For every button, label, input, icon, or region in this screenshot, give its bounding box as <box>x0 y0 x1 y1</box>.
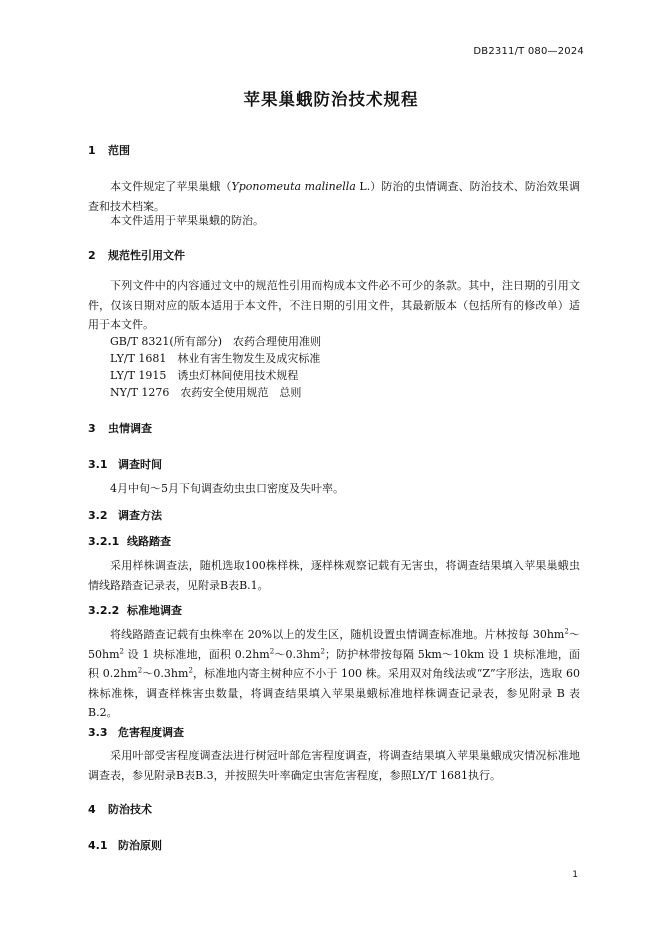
reference-name: 农药安全使用规范 总则 <box>180 386 302 399</box>
heading-3-2-2 <box>88 602 182 618</box>
superscript: 2 <box>320 646 325 655</box>
paragraph-scope-applicability: 本文件适用于苹果巢蛾的防治。 <box>110 214 264 227</box>
text: ，标准地内寄主树种应不小于 100 株。采用双对角线法或“Z”字形法，选取 60 株标准株，调查样株害虫数量，将调查结果填入苹果巢蛾标准地样株调查记录表，参见附录 B 表B.2。 <box>88 667 580 719</box>
text: L.）防治的虫情调查、防治技术、防治效果调查和技术档案。 <box>88 180 580 213</box>
paragraph-route-survey: 采用样株调查法，随机选取100株样株，逐样株观察记载有无害虫，将调查结果填入苹果巢蛾虫情线路踏查记录表，见附录B表B.1。 <box>88 559 580 592</box>
paragraph-plot-survey <box>88 625 580 723</box>
heading-3-1 <box>88 456 162 472</box>
reference-item <box>110 333 321 351</box>
reference-code: NY/T 1276 <box>110 386 170 399</box>
reference-item <box>110 350 320 368</box>
doc-title: 苹果巢蛾防治技术规程 <box>243 90 419 109</box>
heading-number: 3.2.1 <box>88 535 120 548</box>
superscript: 2 <box>119 646 124 655</box>
heading-3 <box>88 420 152 436</box>
heading-text: 危害程度调查 <box>118 726 184 739</box>
doc-code: DB2311/T 080—2024 <box>473 46 584 57</box>
heading-text: 范围 <box>108 144 130 157</box>
heading-text: 防治原则 <box>118 839 162 852</box>
reference-name: 诱虫灯林间使用技术规程 <box>177 369 299 382</box>
superscript: 2 <box>564 627 569 636</box>
heading-number: 3.3 <box>88 726 108 739</box>
superscript: 2 <box>137 666 143 675</box>
heading-text: 标准地调查 <box>127 604 182 617</box>
heading-number: 3.2.2 <box>88 604 120 617</box>
superscript: 2 <box>269 646 275 655</box>
heading-text: 防治技术 <box>108 803 152 816</box>
heading-3-2-1 <box>88 533 171 549</box>
reference-code: GB/T 8321(所有部分) <box>110 335 222 348</box>
reference-item <box>110 367 298 385</box>
text: ～0.3hm <box>142 667 189 680</box>
heading-number: 1 <box>88 144 96 157</box>
paragraph-survey-time: 4月中旬～5月下旬调查幼虫虫口密度及失叶率。 <box>110 482 344 495</box>
text: 本文件规定了苹果巢蛾（ <box>110 180 232 193</box>
reference-code: LY/T 1681 <box>110 352 167 365</box>
heading-4-1 <box>88 837 162 853</box>
heading-text: 线路踏查 <box>127 535 171 548</box>
text: 将线路踏查记载有虫株率在 20%以上的发生区，随机设置虫情调查标准地。片林按每 30hm <box>110 628 565 641</box>
reference-item <box>110 384 301 402</box>
paragraph-references: 下列文件中的内容通过文中的规范性引用而构成本文件必不可少的条款。其中，注日期的引用文件，仅该日期对应的版本适用于本文件，不注日期的引用文件，其最新版本（包括所有的修改单）适用于本文件。 <box>88 279 580 331</box>
heading-number: 3 <box>88 422 96 435</box>
superscript: 2 <box>188 666 193 675</box>
reference-name: 农药合理使用准则 <box>233 335 321 348</box>
paragraph-damage-survey: 采用叶部受害程度调查法进行树冠叶部危害程度调查，将调查结果填入苹果巢蛾成灾情况标准地调查表，参见附录B表B.3，并按照失叶率确定虫害危害程度，参照LY/T 1681执行。 <box>88 749 580 782</box>
page-number: 1 <box>572 870 578 880</box>
text: ～50hm <box>88 628 581 661</box>
reference-code: LY/T 1915 <box>110 369 167 382</box>
heading-number: 3.2 <box>88 509 108 522</box>
scientific-name: Yponomeuta malinella <box>231 180 356 193</box>
heading-2 <box>88 247 185 263</box>
heading-text: 规范性引用文件 <box>108 249 185 262</box>
text: ；防护林带按每隔 5km～10km 设 1 块标准地，面积 0.2hm <box>88 647 581 680</box>
heading-3-2 <box>88 507 162 523</box>
heading-text: 调查方法 <box>118 509 162 522</box>
heading-4 <box>88 801 152 817</box>
text: ～0.3hm <box>274 647 321 661</box>
heading-number: 2 <box>88 249 96 262</box>
heading-number: 3.1 <box>88 458 108 471</box>
heading-number: 4 <box>88 803 96 816</box>
reference-name: 林业有害生物发生及成灾标准 <box>177 352 321 365</box>
heading-text: 调查时间 <box>118 458 162 471</box>
heading-1 <box>88 142 130 158</box>
text: 设 1 块标准地，面积 0.2hm <box>123 647 270 661</box>
heading-number: 4.1 <box>88 839 108 852</box>
heading-text: 虫情调查 <box>108 422 152 435</box>
heading-3-3 <box>88 724 184 740</box>
